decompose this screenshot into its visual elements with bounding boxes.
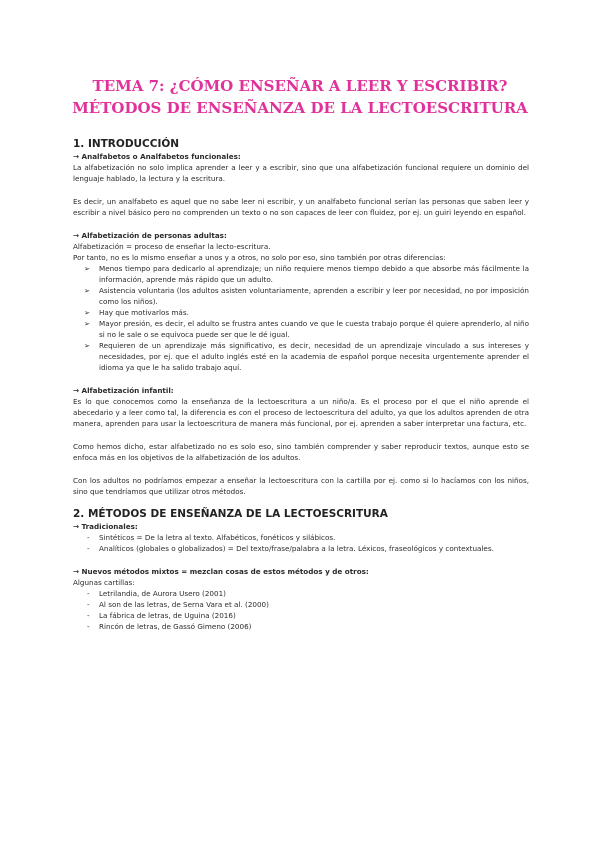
paragraph: Es lo que conocemos como la enseñanza de la lectoescritura a un niño/a. Es el proceso por el que el niño aprende el abecedario y a leer como tal, la diferencia es con el proceso de lectoescritura del adulto, ya que los adultos aprenden de otra manera, aprenden para usar la lectoescritura de manera más funcional, por ej. aprenden a saber interpretar una factura, etc.	[73, 397, 529, 428]
dash-bullet-icon: -	[87, 544, 90, 553]
dash-bullet-icon: -	[87, 533, 90, 542]
list-item: ➢ Hay que motivarlos más.	[84, 308, 189, 317]
subheading-infantil: → Alfabetización infantil:	[73, 386, 174, 395]
differences-list	[73, 263, 529, 373]
section-1-heading: 1. INTRODUCCIÓN	[73, 138, 180, 150]
cartillas-list	[73, 588, 529, 632]
list-item: ➢ Asistencia voluntaria (los adultos asisten voluntariamente, aprenden a escribir y leer por necesidad, no por imposición como los niños).	[84, 286, 529, 306]
dash-bullet-icon: -	[87, 600, 90, 609]
subheading-tradicionales: → Tradicionales:	[73, 522, 138, 531]
list-item: - Sintéticos = De la letra al texto. Alfabéticos, fonéticos y silábicos.	[87, 533, 336, 542]
paragraph: Algunas cartillas:	[73, 578, 135, 587]
paragraph: Como hemos dicho, estar alfabetizado no es solo eso, sino también comprender y saber reproducir textos, aunque esto se enfoca más en los objetivos de la alfabetización de los adultos.	[73, 442, 529, 462]
dash-bullet-icon: -	[87, 622, 90, 631]
section-2-heading: 2. MÉTODOS DE ENSEÑANZA DE LA LECTOESCRITURA	[73, 508, 388, 520]
paragraph: Con los adultos no podríamos empezar a enseñar la lectoescritura con la cartilla por ej. como si lo hacíamos con los niños, sino que tendríamos que utilizar otros métodos.	[73, 476, 529, 496]
list-item: - La fábrica de letras, de Uguina (2016)	[87, 611, 236, 620]
list-item: ➢ Requieren de un aprendizaje más significativo, es decir, necesidad de un aprendizaje vinculado a sus intereses y necesidades, por ej. que el adulto inglés esté en la academia de español porque necesita urgentemente aprender el idioma ya que le ha salido trabajo aquí.	[84, 341, 529, 372]
traditional-methods-list	[73, 532, 529, 554]
subheading-analfabetos: → Analfabetos o Analfabetos funcionales:	[73, 152, 241, 161]
list-item: - Letrilandia, de Aurora Usero (2001)	[87, 589, 226, 598]
paragraph: Es decir, un analfabeto es aquel que no sabe leer ni escribir, y un analfabeto funcional serían las personas que saben leer y escribir a nivel básico pero no comprenden un texto o no son capaces de leer con fluidez, por ej. un guiri leyendo en español.	[73, 197, 529, 217]
paragraph: Alfabetización = proceso de enseñar la lecto-escritura.	[73, 242, 271, 251]
document-body	[73, 137, 529, 632]
arrow-bullet-icon: ➢	[84, 308, 91, 317]
arrow-bullet-icon: ➢	[84, 264, 91, 273]
arrow-bullet-icon: ➢	[84, 341, 91, 350]
arrow-bullet-icon: ➢	[84, 319, 91, 328]
list-item: - Analíticos (globales o globalizados) = Del texto/frase/palabra a la letra. Léxicos, fraseológicos y contextuales.	[87, 544, 494, 553]
subheading-mixtos: → Nuevos métodos mixtos = mezclan cosas de estos métodos y de otros:	[73, 567, 369, 576]
dash-bullet-icon: -	[87, 589, 90, 598]
title-line-1: TEMA 7: ¿CÓMO ENSEÑAR A LEER Y ESCRIBIR?	[92, 77, 508, 95]
subheading-adultos: → Alfabetización de personas adultas:	[73, 231, 227, 240]
list-item: ➢ Mayor presión, es decir, el adulto se frustra antes cuando ve que le cuesta trabajo porque él quiere aprenderlo, al niño si no le sale o se equivoca puede ser que le dé igual.	[84, 319, 529, 339]
list-item: ➢ Menos tiempo para dedicarlo al aprendizaje; un niño requiere menos tiempo debido a que absorbe más fácilmente la información, aprende más rápido que un adulto.	[84, 264, 529, 284]
title-line-2: MÉTODOS DE ENSEÑANZA DE LA LECTOESCRITURA	[72, 99, 528, 117]
list-item: - Rincón de letras, de Gassó Gimeno (2006)	[87, 622, 252, 631]
arrow-bullet-icon: ➢	[84, 286, 91, 295]
paragraph: Por tanto, no es lo mismo enseñar a unos y a otros, no solo por eso, sino también por otras diferencias:	[73, 253, 446, 262]
dash-bullet-icon: -	[87, 611, 90, 620]
list-item: - Al son de las letras, de Serna Vara et al. (2000)	[87, 600, 269, 609]
paragraph: La alfabetización no solo implica aprender a leer y a escribir, sino que una alfabetización funcional requiere un dominio del lenguaje hablado, la lectura y la escritura.	[73, 163, 529, 183]
